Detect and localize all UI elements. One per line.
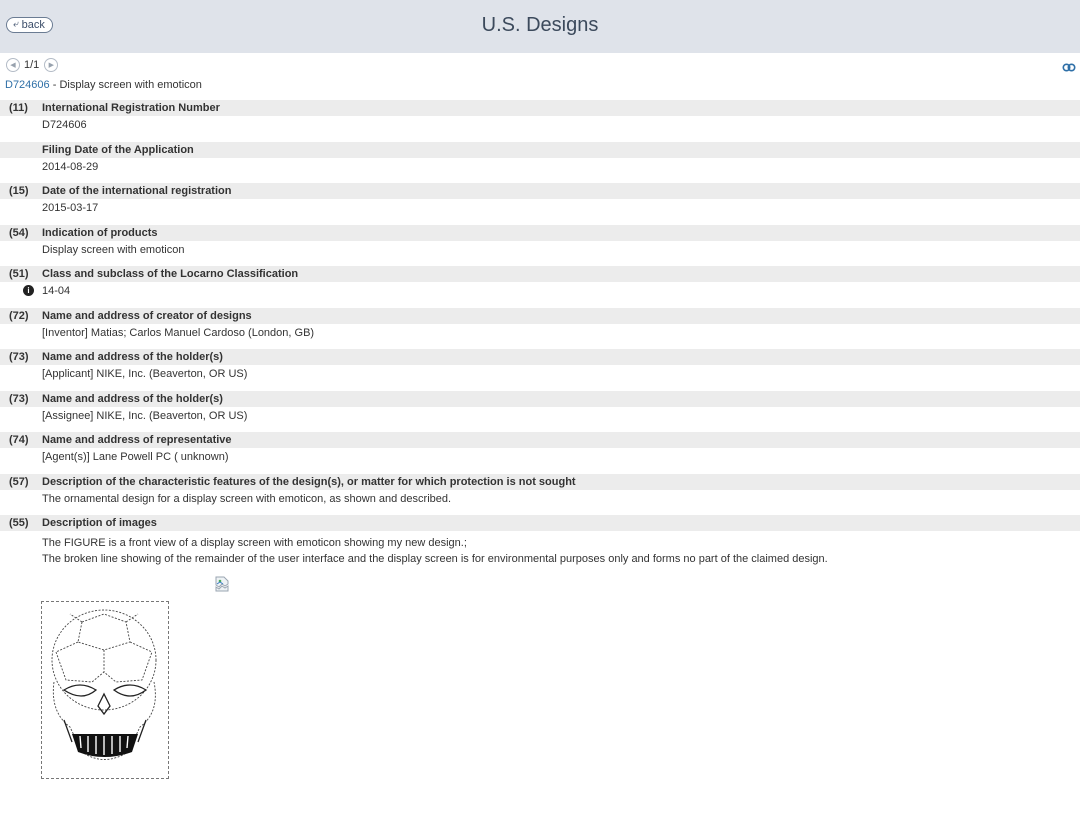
- page-title: U.S. Designs: [481, 14, 599, 36]
- field-label: Class and subclass of the Locarno Classification: [42, 268, 299, 280]
- field-code: (73): [9, 392, 29, 405]
- field-value: The ornamental design for a display screen with emoticon, as shown and described.: [42, 492, 452, 505]
- previous-button[interactable]: [6, 58, 20, 72]
- field-value: [Assignee] NIKE, Inc. (Beaverton, OR US): [42, 409, 248, 422]
- document-number-link[interactable]: D724606: [5, 79, 50, 91]
- title-separator: -: [49, 79, 60, 91]
- field-code: (57): [9, 475, 29, 488]
- field-value: Display screen with emoticon: [42, 243, 185, 256]
- field-value-row: [0, 407, 1080, 433]
- field-value-row: [0, 282, 1080, 308]
- field-label: International Registration Number: [42, 102, 220, 114]
- field-label: Date of the international registration: [42, 185, 232, 197]
- field-value-row: [0, 199, 1080, 225]
- link-icon[interactable]: [1062, 63, 1076, 72]
- field-value: [Inventor] Matias; Carlos Manuel Cardoso (London, GB): [42, 326, 315, 339]
- field-value: [Applicant] NIKE, Inc. (Beaverton, OR US): [42, 368, 248, 380]
- field-label: Indication of products: [42, 226, 158, 239]
- field-label: Description of images: [42, 517, 157, 529]
- field-header: [0, 432, 1080, 448]
- chevron-right-icon: ▶: [48, 62, 54, 69]
- field-label: Name and address of representative: [42, 434, 232, 446]
- field-code: (15): [9, 185, 29, 197]
- field-code: (55): [9, 517, 29, 529]
- chevron-left-icon: ◀: [10, 62, 16, 69]
- skull-drawing-icon: [42, 602, 168, 778]
- field-value-row: [0, 158, 1080, 184]
- field-label: Description of the characteristic features of the design(s), or matter for which protection is not sought: [42, 475, 576, 488]
- field-label: Name and address of the holder(s): [42, 392, 223, 405]
- document-name: Display screen with emoticon: [59, 79, 202, 91]
- field-header: [0, 142, 1080, 158]
- back-button-label: back: [21, 19, 45, 31]
- field-code: (72): [9, 309, 29, 322]
- pager: [6, 57, 58, 73]
- page-header: [0, 0, 1080, 53]
- field-header: [0, 225, 1080, 241]
- field-value-row: [0, 116, 1080, 142]
- field-value-row: [0, 241, 1080, 267]
- document-title: [5, 79, 202, 91]
- images-description: [42, 535, 828, 567]
- field-header: [0, 308, 1080, 324]
- field-header: [0, 349, 1080, 365]
- field-value: 2015-03-17: [42, 202, 99, 214]
- field-value: 2014-08-29: [42, 160, 99, 173]
- description-line: The broken line showing of the remainder of the user interface and the display screen is for environmental purposes only and forms no part of the claimed design.: [42, 553, 828, 565]
- field-value-row: [0, 448, 1080, 474]
- broken-image-icon: [214, 576, 230, 592]
- field-header: [0, 474, 1080, 490]
- field-header: [0, 100, 1080, 116]
- back-arrow-icon: ⤶: [13, 19, 19, 30]
- field-header: [0, 515, 1080, 531]
- field-value: D724606: [42, 119, 87, 131]
- field-code: (54): [9, 226, 29, 239]
- field-code: (51): [9, 268, 29, 280]
- field-value: [Agent(s)] Lane Powell PC ( unknown): [42, 451, 229, 463]
- field-value: 14-04: [42, 285, 71, 297]
- field-label: Filing Date of the Application: [42, 143, 194, 156]
- field-header: [0, 183, 1080, 199]
- field-header: [0, 391, 1080, 407]
- next-button[interactable]: [44, 58, 58, 72]
- field-code: (11): [9, 102, 28, 114]
- field-value-row: [0, 365, 1080, 391]
- field-value-row: [0, 490, 1080, 516]
- field-label: Name and address of creator of designs: [42, 309, 252, 322]
- description-line: The FIGURE is a front view of a display screen with emoticon showing my new design.;: [42, 537, 467, 549]
- field-code: (73): [9, 351, 29, 363]
- field-label: Name and address of the holder(s): [42, 351, 223, 363]
- design-drawing[interactable]: [41, 601, 169, 779]
- field-value-row: [0, 324, 1080, 350]
- info-icon[interactable]: i: [23, 285, 34, 296]
- field-header: [0, 266, 1080, 282]
- page-count: 1/1: [24, 59, 40, 71]
- bibliographic-fields: [0, 100, 1080, 531]
- field-code: (74): [9, 434, 29, 446]
